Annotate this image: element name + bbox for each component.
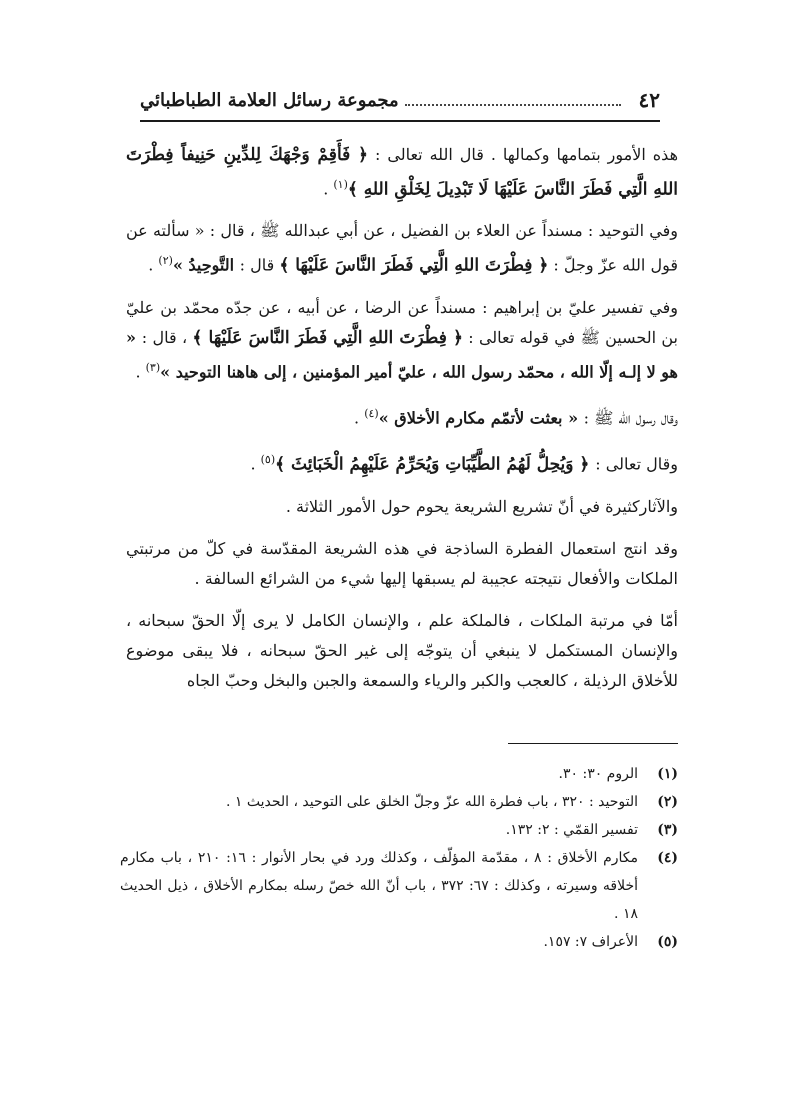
hadith-quote: « هو لا إلـه إلّا الله ، محمّد رسول الله ، عليّ أمير المؤمنين ، إلى هاهنا التوحيد » xyxy=(126,327,678,381)
footnote-ref: (٥) xyxy=(260,453,276,467)
footnote-separator xyxy=(508,743,678,744)
page-number: ٤٢ xyxy=(638,88,660,112)
paragraph-3: وفي تفسير عليّ بن إبراهيم : مسنداً عن الرضا ، عن أبيه ، عن جدّه محمّد بن عليّ بن الحسين ﷺ في قوله تعالى : ﴿ فِطْرَتَ اللهِ الَّتِي فَطَرَ النَّاسَ عَلَيْهَا ﴾ ، قال : « هو لا إلـه إلّا الله ، محمّد رسول الله ، عليّ أمير المؤمنين ، إلى هاهنا التوحيد »$^{(٣)}$ . xyxy=(126,297,678,381)
header-leader-dots xyxy=(405,94,621,106)
book-title: مجموعة رسائل العلامة الطباطبائي xyxy=(140,89,399,111)
paragraph-7: وقد انتج استعمال الفطرة الساذجة في هذه الشريعة المقدّسة في كلّ من مرتبتي الملكات والأفعال نتيجته عجيبة لم يسبقها إليها شيء من الشرائع السالفة . xyxy=(126,538,678,588)
quran-verse: ﴿ فَأَقِمْ وَجْهَكَ لِلدِّينِ حَنِيفاً فِطْرَتَ اللهِ الَّتِي فَطَرَ النَّاسَ عَلَيْهَا لَا تَبْدِيلَ لِخَلْقِ اللهِ ﴾ xyxy=(126,145,678,200)
footnote-ref: (٣) xyxy=(145,360,161,374)
footnote-ref: (٤) xyxy=(364,406,379,420)
paragraph-5: وقال تعالى : ﴿ وَيُحِلُّ لَهُمُ الطَّيِّبَاتِ وَيُحَرِّمُ عَلَيْهِمُ الْخَبَائِثَ ﴾$^{(٥)}$ . xyxy=(250,453,678,475)
paragraph-1: هذه الأمور بتمامها وكمالها . قال الله تعالى : ﴿ فَأَقِمْ وَجْهَكَ لِلدِّينِ حَنِيفاً فِطْرَتَ اللهِ الَّتِي فَطَرَ النَّاسَ عَلَيْهَا لَا تَبْدِيلَ لِخَلْقِ اللهِ ﴾$^{(١)}$ . xyxy=(126,145,679,200)
running-header xyxy=(140,80,660,122)
main-text xyxy=(126,140,678,708)
footnote-3: (٣) تفسير القمّي : ٢: ١٣٢. xyxy=(505,822,678,838)
paragraph-8: أمّا في مرتبة الملكات ، فالملكة علم ، والإنسان الكامل لا يرى إلّا الحقّ سبحانه ، والإنسان المستكمل لا ينبغي أن يتوجّه إلى غير الحقّ سبحانه ، فلا يبقى موضوع للأخلاق الرذيلة ، كالعجب والكبر والرياء والسمعة والجبن والبخل وحبّ الجاه xyxy=(126,610,678,690)
quran-verse: ﴿ فِطْرَتَ اللهِ الَّتِي فَطَرَ النَّاسَ عَلَيْهَا ﴾ xyxy=(192,327,463,348)
footnote-2: (٢) التوحيد : ٣٢٠ ، باب فطرة الله عزّ وجلّ الخلق على التوحيد ، الحديث ١ . xyxy=(225,794,678,810)
hadith-quote: « بعثت لأتمّم مكارم الأخلاق » xyxy=(378,408,584,428)
footnote-ref: (١) xyxy=(333,178,348,191)
hadith-quote: التَّوحِيدُ » xyxy=(172,255,240,275)
paragraph-2: وفي التوحيد : مسنداً عن العلاء بن الفضيل ، عن أبي عبدالله ﷺ ، قال : « سألته عن قول الله عزّ وجلّ : ﴿ فِطْرَتَ اللهِ الَّتِي فَطَرَ النَّاسَ عَلَيْهَا ﴾ قال : التَّوحِيدُ »$^{(٢)}$ . xyxy=(126,221,678,276)
footnote-4: (٤) مكارم الأخلاق : ٨ ، مقدّمة المؤلّف ، وكذلك ورد في بحار الأنوار : ١٦: ٢١٠ ، باب مكارم أخلاقه وسيرته ، وكذلك : ٦٧: ٣٧٢ ، باب أنّ الله خصّ رسله بمكارم الأخلاق ، ذيل الحديث ١٨ . xyxy=(120,850,678,922)
quran-verse: ﴿ وَيُحِلُّ لَهُمُ الطَّيِّبَاتِ وَيُحَرِّمُ عَلَيْهِمُ الْخَبَائِثَ ﴾ xyxy=(275,454,596,475)
footnotes xyxy=(120,760,678,956)
quran-verse: ﴿ فِطْرَتَ اللهِ الَّتِي فَطَرَ النَّاسَ عَلَيْهَا ﴾ xyxy=(279,255,549,276)
footnote-ref: (٢) xyxy=(158,254,173,268)
footnote-1: (١) الروم ٣٠: ٣٠. xyxy=(558,766,678,782)
paragraph-6: والآثاركثيرة في أنّ تشريع الشريعة يحوم حول الأمور الثلاثة . xyxy=(285,496,678,516)
footnote-5: (٥) الأعراف ٧: ١٥٧. xyxy=(543,934,678,950)
paragraph-4: وقال رسول الله ﷺ : « بعثت لأتمّم مكارم الأخلاق »$^{(٤)}$ . xyxy=(354,406,678,428)
